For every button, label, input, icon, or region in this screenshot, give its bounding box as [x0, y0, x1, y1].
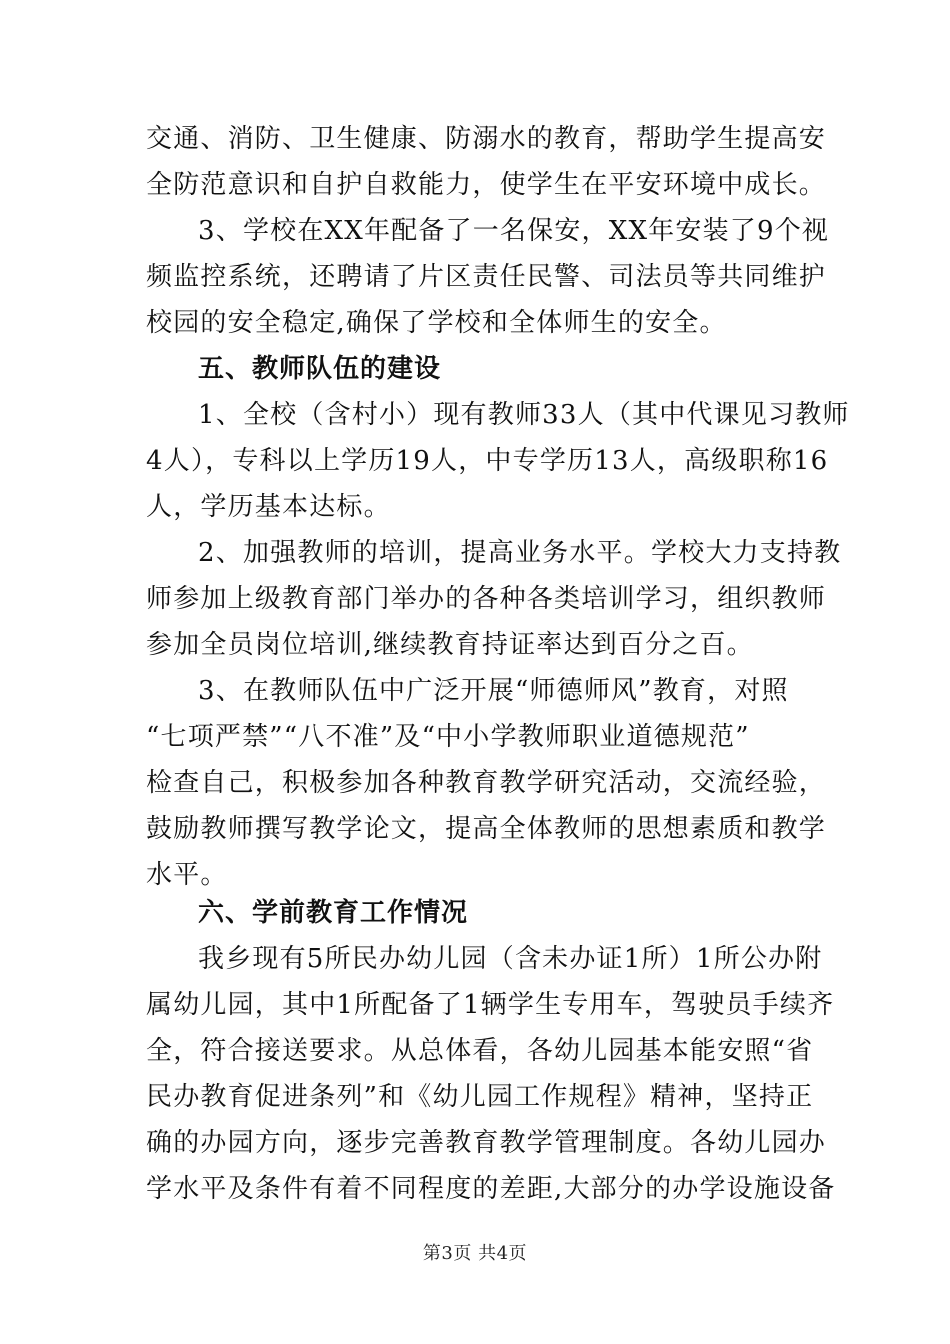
paragraph-line: 确的办园方向，逐步完善教育教学管理制度。各幼儿园办: [146, 1128, 827, 1158]
paragraph-line: 民办教育促进条列”和《幼儿园工作规程》精神，坚持正: [146, 1082, 814, 1112]
paragraph-line: 人，学历基本达标。: [146, 492, 391, 522]
paragraph-line: 学水平及条件有着不同程度的差距,大部分的办学设施设备: [146, 1174, 836, 1204]
paragraph-line: 3、学校在XX年配备了一名保安，XX年安装了9个视: [198, 216, 830, 246]
paragraph-line: 3、在教师队伍中广泛开展“师德师风”教育，对照: [198, 676, 789, 706]
paragraph-line: 全，符合接送要求。从总体看，各幼儿园基本能安照“省: [146, 1036, 814, 1066]
paragraph-line: 校园的安全稳定,确保了学校和全体师生的安全。: [146, 308, 727, 338]
paragraph-line: 师参加上级教育部门举办的各种各类培训学习，组织教师: [146, 584, 827, 614]
section-heading: 六、学前教育工作情况: [198, 898, 469, 928]
paragraph-line: 我乡现有5所民办幼儿园（含未办证1所）1所公办附: [198, 944, 823, 974]
paragraph-line: 4人），专科以上学历19人，中专学历13人，高级职称16: [146, 446, 829, 476]
paragraph-line: 频监控系统，还聘请了片区责任民警、司法员等共同维护: [146, 262, 827, 292]
page-number-footer: 第3页 共4页: [422, 1243, 528, 1264]
paragraph-line: 交通、消防、卫生健康、防溺水的教育，帮助学生提高安: [146, 124, 827, 154]
paragraph-line: “七项严禁”“八不准”及“中小学教师职业道德规范”: [146, 722, 750, 752]
paragraph-line: 全防范意识和自护自救能力，使学生在平安环境中成长。: [146, 170, 827, 200]
paragraph-line: 鼓励教师撰写教学论文，提高全体教师的思想素质和教学: [146, 814, 827, 844]
paragraph-line: 检查自己，积极参加各种教育教学研究活动，交流经验，: [146, 768, 827, 798]
paragraph-line: 2、加强教师的培训，提高业务水平。学校大力支持教: [198, 538, 842, 568]
paragraph-line: 属幼儿园，其中1所配备了1辆学生专用车，驾驶员手续齐: [146, 990, 835, 1020]
section-heading: 五、教师队伍的建设: [198, 354, 442, 384]
paragraph-line: 1、全校（含村小）现有教师33人（其中代课见习教师: [198, 400, 850, 430]
paragraph-line: 水平。: [146, 860, 228, 890]
paragraph-line: 参加全员岗位培训,继续教育持证率达到百分之百。: [146, 630, 754, 660]
